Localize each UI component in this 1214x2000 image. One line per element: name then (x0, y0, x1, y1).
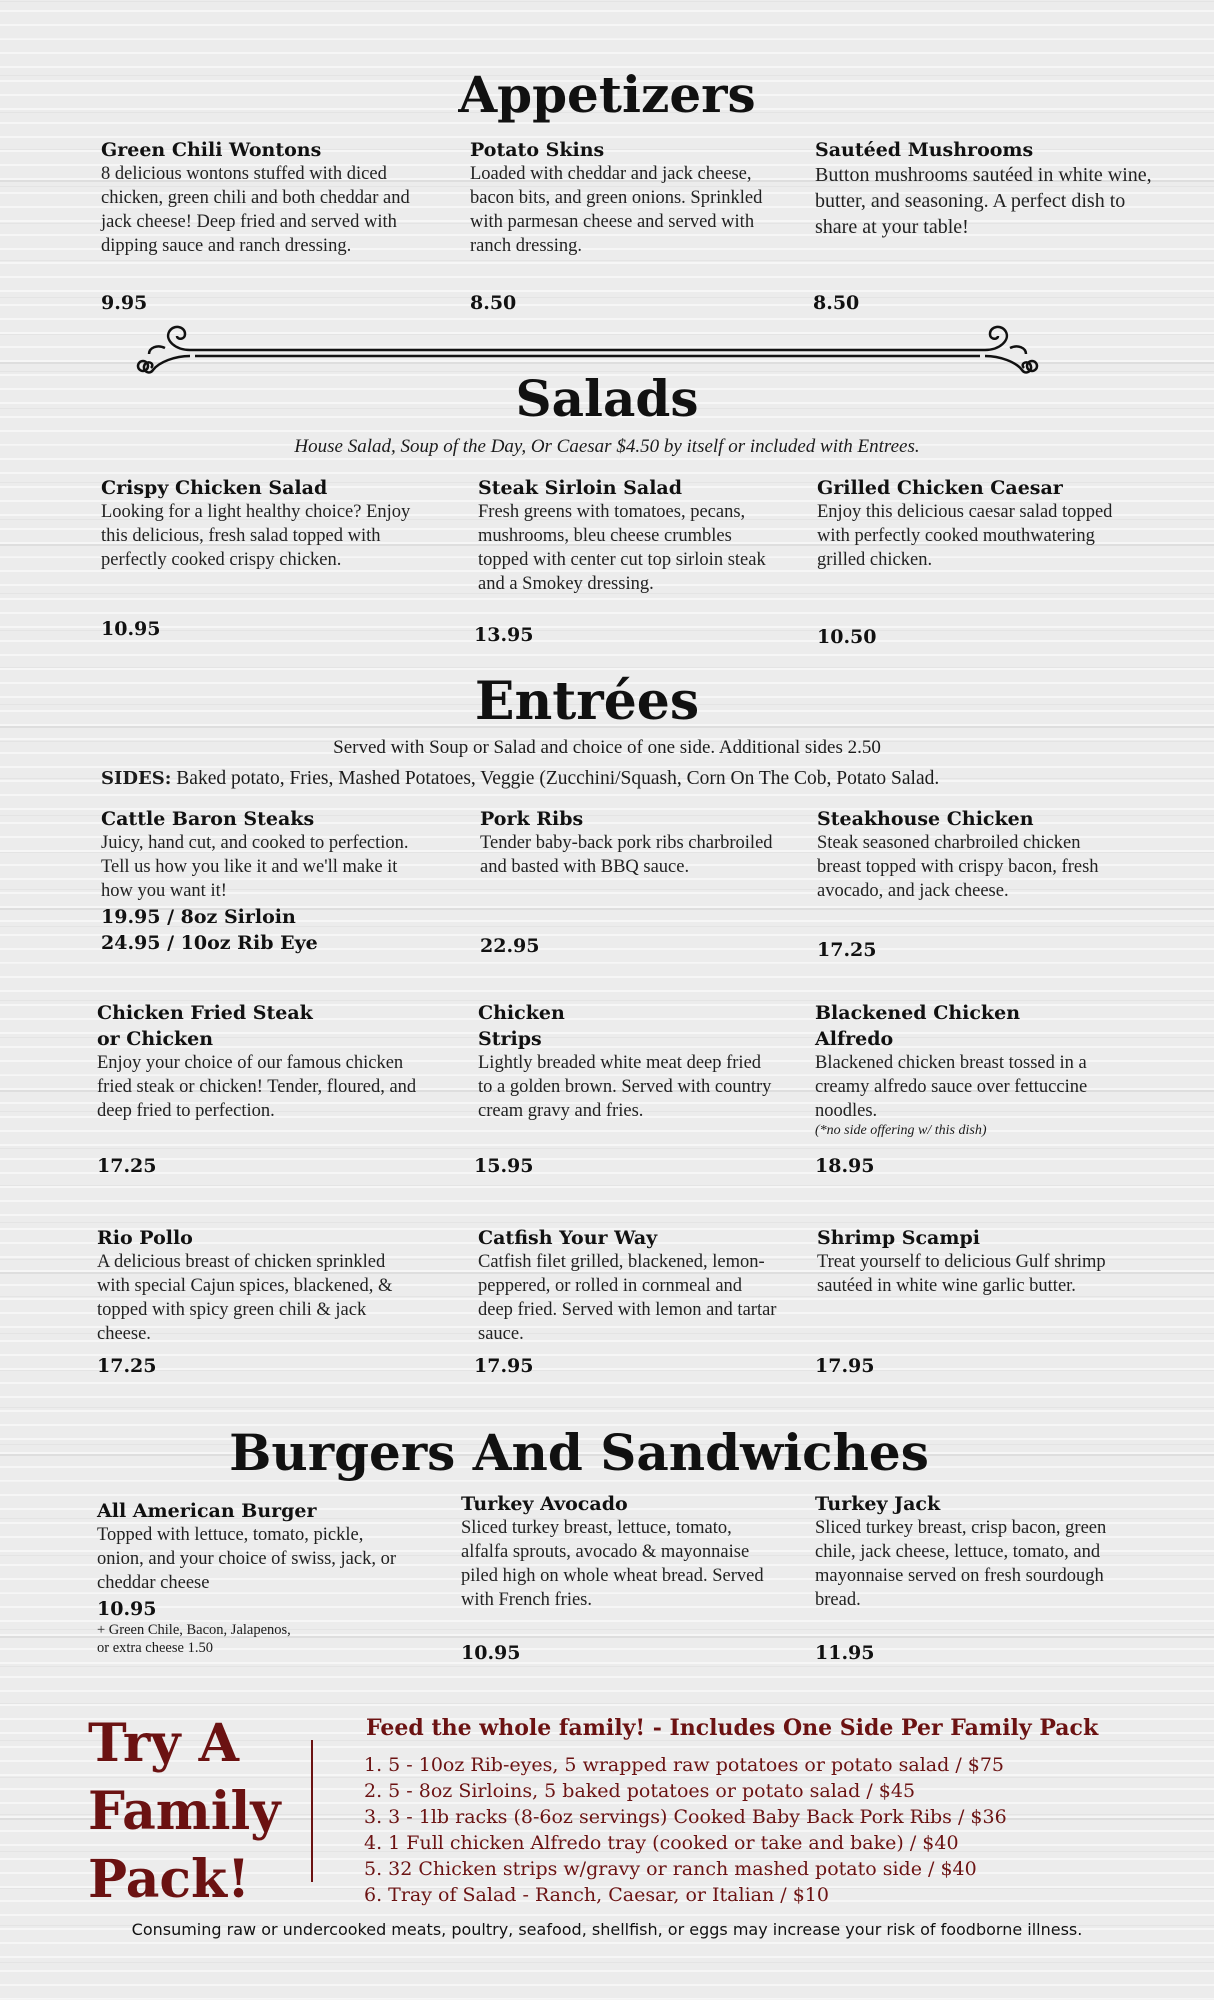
menu-item (815, 138, 1155, 240)
item-name-cont: or Chicken (97, 1028, 214, 1050)
salads-subtitle: House Salad, Soup of the Day, Or Caesar $4.50 by itself or included with Entrees. (294, 436, 920, 457)
item-name: Cattle Baron Steaks (101, 808, 315, 830)
menu-item (815, 1001, 1125, 1139)
family-title-line: Try A (88, 1713, 239, 1774)
item-description: Lightly breaded white meat deep fried to a golden brown. Served with country cream gravy and fries. (478, 1053, 772, 1121)
item-price: 10.50 (817, 626, 877, 648)
item-description: Catfish filet grilled, blackened, lemon-peppered, or rolled in cornmeal and deep fried. Served with lemon and tartar sauce. (478, 1252, 777, 1344)
menu-item (478, 1226, 778, 1346)
menu-item (817, 1226, 1117, 1298)
item-name: Crispy Chicken Salad (101, 477, 328, 499)
family-title-line: Family (88, 1781, 281, 1842)
menu-item (815, 1492, 1130, 1612)
item-price: 8.50 (813, 292, 860, 314)
menu-item (101, 138, 411, 258)
menu-item (478, 1001, 778, 1123)
entrees-subtitle: Served with Soup or Salad and choice of one side. Additional sides 2.50 (333, 737, 881, 758)
item-description: Looking for a light healthy choice? Enjoy this delicious, fresh salad topped with perfectly cooked crispy chicken. (101, 502, 411, 570)
item-price: 17.95 (474, 1355, 534, 1377)
item-price: 10.95 (461, 1642, 521, 1664)
item-name: Grilled Chicken Caesar (817, 477, 1063, 499)
item-note: + Green Chile, Bacon, Jalapenos, (97, 1622, 291, 1638)
item-price-alt: 24.95 / 10oz Rib Eye (101, 932, 318, 954)
list-item: 6. Tray of Salad - Ranch, Caesar, or Italian / $10 (364, 1884, 829, 1906)
item-description: Treat yourself to delicious Gulf shrimp sautéed in white wine garlic butter. (817, 1252, 1106, 1296)
item-price: 17.25 (97, 1355, 157, 1377)
item-name: Turkey Jack (815, 1493, 941, 1515)
item-note: (*no side offering w/ this dish) (815, 1123, 987, 1138)
item-price: 17.25 (97, 1155, 157, 1177)
disclaimer: Consuming raw or undercooked meats, poultry, seafood, shellfish, or eggs may increase your risk of foodborne illness. (131, 1920, 1083, 1939)
item-description: Tender baby-back pork ribs charbroiled and basted with BBQ sauce. (480, 833, 773, 877)
item-price: 17.95 (815, 1355, 875, 1377)
item-name: Potato Skins (470, 139, 605, 161)
item-price: 19.95 / 8oz Sirloin (101, 906, 296, 928)
family-pack-title (88, 1710, 318, 1914)
item-price: 10.95 (101, 618, 161, 640)
menu-item (817, 476, 1127, 572)
item-name: Steak Sirloin Salad (478, 477, 683, 499)
item-name: Catfish Your Way (478, 1227, 658, 1249)
salads-title: Salads (515, 369, 699, 428)
list-item: 3. 3 - 1lb racks (8-6oz servings) Cooked Baby Back Pork Ribs / $36 (364, 1806, 1007, 1828)
item-description: Enjoy this delicious caesar salad topped with perfectly cooked mouthwatering grilled chicken. (817, 502, 1113, 570)
item-description: Fresh greens with tomatoes, pecans, mushrooms, bleu cheese crumbles topped with center cut top sirloin steak and a Smokey dressing. (478, 502, 766, 594)
item-name: Chicken (478, 1002, 565, 1024)
item-description: Button mushrooms sautéed in white wine, butter, and seasoning. A perfect dish to share at your table! (815, 164, 1152, 238)
item-price: 8.50 (470, 292, 517, 314)
item-price: 17.25 (817, 939, 877, 961)
sides-line (101, 768, 939, 790)
item-description: Loaded with cheddar and jack cheese, bacon bits, and green onions. Sprinkled with parmesan cheese and served with ranch dressing. (470, 164, 763, 256)
item-description: Steak seasoned charbroiled chicken breast topped with crispy bacon, fresh avocado, and jack cheese. (817, 833, 1099, 901)
item-description: Sliced turkey breast, lettuce, tomato, alfalfa sprouts, avocado & mayonnaise piled high on whole wheat bread. Served with French fries. (461, 1518, 764, 1610)
item-price: 13.95 (474, 624, 534, 646)
item-name: Steakhouse Chicken (817, 808, 1034, 830)
sides-label: SIDES: (101, 768, 172, 789)
item-description: 8 delicious wontons stuffed with diced chicken, green chili and both cheddar and jack cheese! Deep fried and served with dipping sauce and ranch dressing. (101, 164, 410, 256)
menu-item (817, 807, 1127, 903)
menu-item (101, 476, 411, 572)
item-description: Sliced turkey breast, crisp bacon, green chile, jack cheese, lettuce, tomato, and mayonnaise served on fresh sourdough bread. (815, 1518, 1107, 1610)
item-name: Turkey Avocado (461, 1493, 628, 1515)
appetizers-title: Appetizers (458, 65, 756, 124)
item-name: Green Chili Wontons (101, 139, 322, 161)
item-note-cont: or extra cheese 1.50 (97, 1640, 213, 1656)
burgers-title: Burgers And Sandwiches (229, 1423, 929, 1482)
menu-item (480, 807, 780, 879)
list-item: 2. 5 - 8oz Sirloins, 5 baked potatoes or potato salad / $45 (364, 1780, 916, 1802)
item-name: Sautéed Mushrooms (815, 139, 1034, 161)
item-price: 18.95 (815, 1155, 875, 1177)
list-item: 4. 1 Full chicken Alfredo tray (cooked or take and bake) / $40 (364, 1832, 959, 1854)
item-name: Blackened Chicken (815, 1002, 1021, 1024)
family-divider (311, 1740, 313, 1882)
item-name: Shrimp Scampi (817, 1227, 980, 1249)
list-item: 1. 5 - 10oz Rib-eyes, 5 wrapped raw potatoes or potato salad / $75 (364, 1754, 1005, 1776)
item-description: Juicy, hand cut, and cooked to perfection. Tell us how you like it and we'll make it how you want it! (101, 833, 409, 901)
item-price: 22.95 (480, 935, 540, 957)
sides-text: Baked potato, Fries, Mashed Potatoes, Veggie (Zucchini/Squash, Corn On The Cob, Potato Salad. (171, 768, 940, 789)
item-description: Blackened chicken breast tossed in a creamy alfredo sauce over fettuccine noodles. (815, 1053, 1088, 1121)
item-description: A delicious breast of chicken sprinkled with special Cajun spices, blackened, & topped with spicy green chili & jack cheese. (97, 1252, 393, 1344)
item-name: All American Burger (97, 1500, 317, 1522)
item-name-cont: Alfredo (815, 1028, 894, 1050)
entrees-title: Entrées (474, 671, 700, 732)
menu-item (470, 138, 770, 258)
menu-item (97, 1499, 407, 1657)
menu-item (97, 1226, 417, 1346)
menu-item (97, 1001, 417, 1123)
item-name: Rio Pollo (97, 1227, 193, 1249)
family-title-line: Pack! (88, 1849, 250, 1910)
menu-item (461, 1492, 771, 1612)
menu-item (101, 807, 421, 955)
menu-item (478, 476, 778, 596)
item-price: 10.95 (97, 1598, 157, 1620)
item-description: Topped with lettuce, tomato, pickle, onion, and your choice of swiss, jack, or cheddar cheese (97, 1525, 397, 1593)
family-pack-list (364, 1752, 1007, 1908)
list-item: 5. 32 Chicken strips w/gravy or ranch mashed potato side / $40 (364, 1858, 977, 1880)
item-name: Pork Ribs (480, 808, 584, 830)
item-description: Enjoy your choice of our famous chicken fried steak or chicken! Tender, floured, and deep fried to perfection. (97, 1053, 417, 1121)
item-price: 11.95 (815, 1642, 875, 1664)
item-name: Chicken Fried Steak (97, 1002, 313, 1024)
family-pack-heading: Feed the whole family! - Includes One Side Per Family Pack (366, 1715, 1099, 1741)
item-price: 15.95 (474, 1155, 534, 1177)
item-name-cont: Strips (478, 1028, 542, 1050)
item-price: 9.95 (101, 292, 148, 314)
